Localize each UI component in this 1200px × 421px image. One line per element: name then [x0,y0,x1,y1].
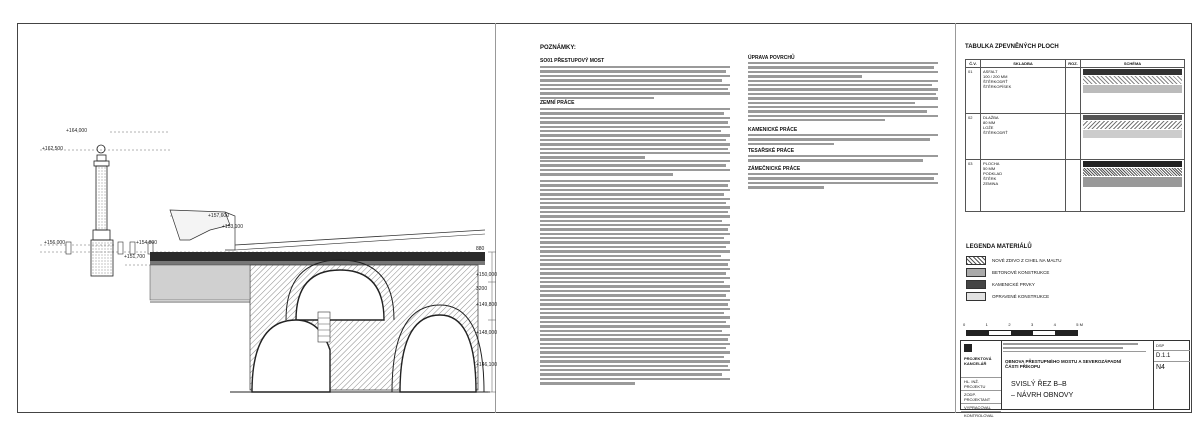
legend-label: OPRAVENÉ KONSTRUKCE [992,294,1050,299]
scale-tick: 5 M [1076,322,1083,327]
table-header: Č.V. [966,60,981,68]
layer-schema [1081,114,1185,160]
elevation-label: +148,000 [476,330,497,336]
drawing-title: – NÁVRH OBNOVY [1011,392,1074,399]
table-cell: 02 [966,114,981,160]
elevation-label: +156,000 [44,240,65,246]
layer: ZEMINA [983,181,999,186]
scale-ticks [963,322,1083,327]
notes-section-heading: TESAŘSKÉ PRÁCE [748,148,795,154]
layer: 50 MM [983,166,996,171]
section-drawing [20,20,510,420]
legend-item [966,292,1049,301]
layer: 80 MM [983,120,996,125]
notes-paragraph [540,160,730,178]
table-cell: 01 [966,68,981,114]
elevation-label: +154,800 [136,240,157,246]
scale-tick: 3 [1030,322,1034,327]
layer-name: PLOCHA [983,161,1000,166]
notes-paragraph [540,290,730,387]
scale-tick: 1 [985,322,988,327]
layer: PODKLAD [983,171,1003,176]
legend-item [966,268,1049,277]
dimension-label: 3200 [476,286,488,292]
project-name: OBNOVA PŘESTUPNÉHO MOSTU A SEVEROZÁPADNÍ ČÁSTI PŘÍKOPU [1005,359,1122,369]
layer-name: ASFALT [983,69,998,74]
notes-paragraph [748,62,938,123]
firm-name: PROJEKTOVÁ KANCELÁŘ [964,356,992,366]
elevation-label: +150,000 [476,272,497,278]
elevation-label: +153,100 [222,224,243,230]
notes-section-heading: KAMENICKÉ PRÁCE [748,127,798,133]
elevation-label: +149,800 [476,302,497,308]
notes-paragraph [748,134,938,147]
title-block [960,340,1190,418]
elevation-label: +164,000 [66,128,87,134]
legend-title: LEGENDA MATERIÁLŮ [966,244,1032,250]
firm-logo [964,344,972,352]
notes-section-heading: ÚPRAVA POVRCHŮ [748,55,795,61]
layer: LOŽE [983,125,994,130]
stage: DSP [1154,341,1190,351]
layer: 100 / 200 MM [983,74,1008,79]
scale-bar [966,330,1078,336]
layer-schema [1081,68,1185,114]
layer: ŠTĚRKOPÍSEK [983,84,1012,89]
sheet-number: N4 [1156,364,1165,371]
table-cell: 03 [966,160,981,212]
layer: ŠTĚRKODRŤ [983,79,1008,84]
elevation-label: +157,600 [208,213,229,219]
notes-paragraph [748,155,938,164]
gate-pillar [91,145,113,276]
surface-table-title: TABULKA ZPEVNĚNÝCH PLOCH [965,44,1059,50]
notes-title: POZNÁMKY: [540,45,576,51]
legend-item [966,256,1062,265]
legend-item [966,280,1035,289]
scale-tick: 4 [1053,322,1056,327]
legend-label: BETONOVÉ KONSTRUKCE [992,270,1050,275]
table-cell [981,160,1066,212]
surface-table [965,59,1185,212]
layer: ŠTĚRK [983,176,997,181]
legend-label: KAMENICKÉ PRVKY [992,282,1035,287]
notes-section-heading: SO01 PŘESTUPOVÝ MOST [540,58,605,64]
table-header: ROZ. [1066,60,1081,68]
drawing-number: D.1.1 [1154,351,1190,362]
notes-paragraph [540,66,730,101]
table-header: SCHÉMA [1081,60,1185,68]
layer: ŠTĚRKODRŤ [983,130,1008,135]
legend-label: NOVÉ ZDIVO Z CIHEL NA MALTU [992,258,1062,263]
notes-paragraph [540,108,730,161]
tb-row: KONTROLOVAL [961,411,1001,419]
divider-right [955,23,956,413]
layer-schema [1081,160,1185,212]
elevation-label: +151,700 [124,254,145,260]
table-cell [981,114,1066,160]
layer-name: DLAŽBA [983,115,999,120]
notes-section-heading: ZÁMEČNICKÉ PRÁCE [748,166,801,172]
elevation-label: +162,500 [42,146,63,152]
tb-row: VYPRACOVAL [961,403,1001,411]
notes-section-heading: ZEMNÍ PRÁCE [540,100,575,106]
drawing-title: SVISLÝ ŘEZ B–B [1011,381,1067,388]
scale-tick: 2 [1008,322,1011,327]
scale-tick: 0 [963,322,966,327]
notes-paragraph [748,173,938,191]
elevation-label: +146,100 [476,362,497,368]
notes-paragraph [540,180,730,294]
dimension-label: 880 [476,246,485,252]
bridge-deck [150,252,485,261]
table-cell [981,68,1066,114]
tb-row: ZODP. PROJEKTANT [961,390,1001,403]
table-header: SKLADBA [981,60,1066,68]
tb-row: HL. INŽ. PROJEKTU [961,377,1001,390]
